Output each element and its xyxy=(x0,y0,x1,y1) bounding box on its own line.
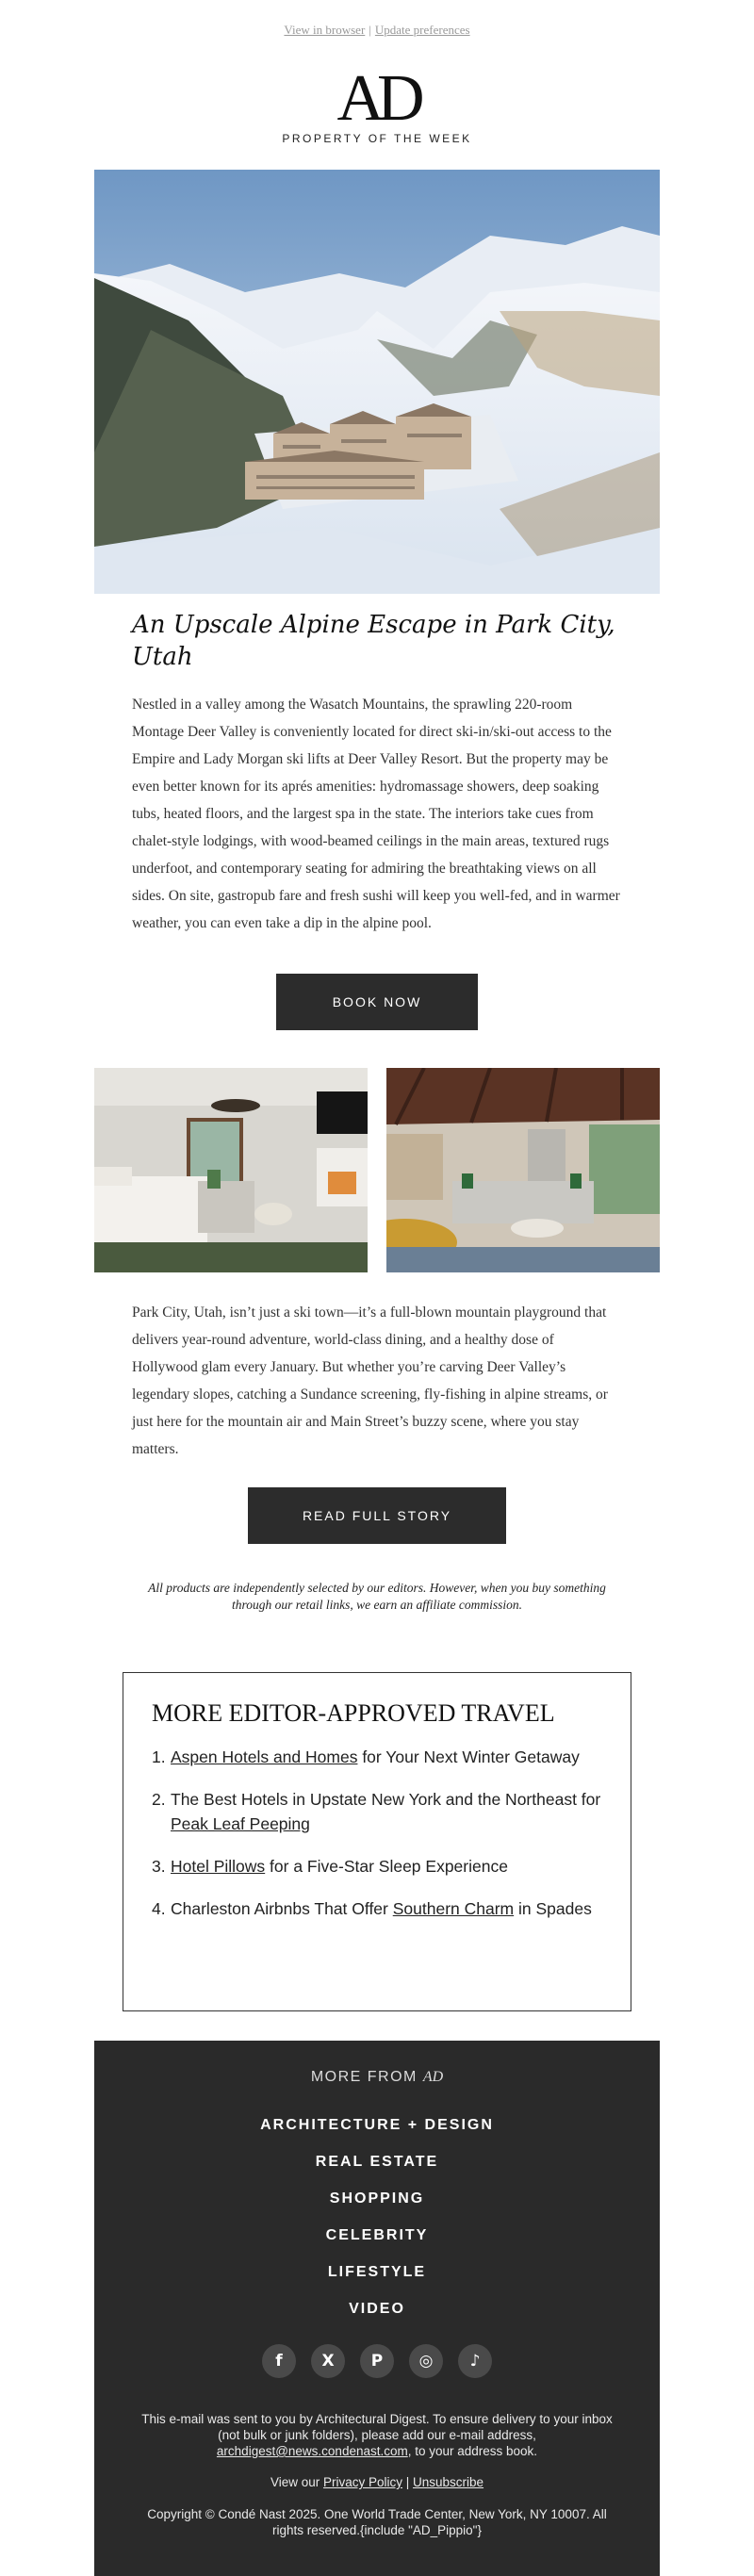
more-travel-box xyxy=(123,1672,631,2011)
policy-links xyxy=(141,2474,613,2490)
nav-architecture-design[interactable]: ARCHITECTURE + DESIGN xyxy=(260,2117,494,2133)
nav-celebrity[interactable]: CELEBRITY xyxy=(325,2227,429,2243)
list-item-post: in Spades xyxy=(514,1899,592,1918)
more-travel-list xyxy=(152,1745,602,1921)
tiktok-icon[interactable]: ♪ xyxy=(458,2344,492,2378)
privacy-policy-link[interactable]: Privacy Policy xyxy=(322,2475,402,2489)
hotel-pillows-link[interactable]: Hotel Pillows xyxy=(171,1857,266,1876)
living-room-illustration xyxy=(386,1068,660,1272)
bedroom-illustration xyxy=(94,1068,368,1272)
preheader xyxy=(0,23,754,38)
footer xyxy=(94,2041,660,2576)
article-body-park-city: Park City, Utah, isn’t just a ski town—it’s a full-blown mountain playground that delivers year-round adventure, world-class dining, and a healthy dose of Hollywood glam every January. But whether you’re carving Deer Valley’s legendary slopes, catching a Sundance screening, fly-fishing in alpine streams, or just here for the mountain air and Main Street’s buzzy scene, where you stay matters. xyxy=(132,1304,608,1457)
list-item xyxy=(152,1787,602,1836)
list-number: 4. xyxy=(152,1899,166,1918)
social-links xyxy=(94,2344,660,2378)
nav-video[interactable]: VIDEO xyxy=(349,2301,405,2317)
more-from-heading xyxy=(94,2069,660,2086)
list-item xyxy=(152,1854,602,1879)
book-now-button[interactable]: BOOK NOW xyxy=(276,974,478,1030)
bedroom-photo[interactable] xyxy=(94,1068,368,1272)
read-full-story-button[interactable]: READ FULL STORY xyxy=(248,1487,506,1544)
hero-resort-illustration xyxy=(94,170,660,594)
sender-email-link[interactable]: archdigest@news.condenast.com xyxy=(216,2444,408,2458)
list-item-post: for a Five-Star Sleep Experience xyxy=(265,1857,508,1876)
policy-separator: | xyxy=(402,2475,414,2489)
update-preferences-link[interactable]: Update preferences xyxy=(374,23,470,37)
more-from-brand: AD xyxy=(422,2069,444,2085)
facebook-icon[interactable]: f xyxy=(262,2344,296,2378)
pinterest-icon[interactable]: P xyxy=(360,2344,394,2378)
nav-real-estate[interactable]: REAL ESTATE xyxy=(315,2154,439,2170)
peak-leaf-peeping-link[interactable]: Peak Leaf Peeping xyxy=(171,1814,310,1833)
list-number: 3. xyxy=(152,1857,166,1876)
copyright: Copyright © Condé Nast 2025. One World Trade Center, New York, NY 10007. All rights reserved.{include "AD_Pippio"} xyxy=(147,2507,607,2537)
list-number: 2. xyxy=(152,1790,166,1809)
list-number: 1. xyxy=(152,1747,166,1766)
footer-nav xyxy=(94,2107,660,2327)
affiliate-disclaimer: All products are independently selected by our editors. However, when you buy something through our retail links, we earn an affiliate commission. xyxy=(148,1581,606,1612)
preheader-separator: | xyxy=(369,23,371,37)
nav-shopping[interactable]: SHOPPING xyxy=(329,2190,425,2207)
list-item-pre: The Best Hotels in Upstate New York and the Northeast for xyxy=(171,1790,601,1809)
living-room-photo[interactable] xyxy=(386,1068,660,1272)
list-item xyxy=(152,1745,602,1769)
view-in-browser-link[interactable]: View in browser xyxy=(284,23,366,37)
ad-logo[interactable]: AD xyxy=(336,62,418,135)
delivery-text-pre: This e-mail was sent to you by Architectural Digest. To ensure delivery to your inbox (not bulk or junk folders), please add our e-mail address, xyxy=(141,2412,613,2442)
instagram-icon[interactable]: ◎ xyxy=(409,2344,443,2378)
aspen-hotels-link[interactable]: Aspen Hotels and Homes xyxy=(171,1747,358,1766)
delivery-text-post: , to your address book. xyxy=(407,2444,538,2458)
logo-tagline: PROPERTY OF THE WEEK xyxy=(282,132,472,145)
list-item-pre: Charleston Airbnbs That Offer xyxy=(171,1899,393,1918)
article-body-intro: Nestled in a valley among the Wasatch Mountains, the sprawling 220-room Montage Deer Valley is conveniently located for direct ski-in/ski-out access to the Empire and Lady Morgan ski lifts at Deer Valley Resort. But the property may be even better known for its aprés amenities: hydromassage showers, deep soaking tubs, heated floors, and the largest spa in the state. The interiors take cues from chalet-style lodgings, with wood-beamed ceilings in the main areas, textured rugs underfoot, and contemporary seating for admiring the breathtaking views on all sides. On site, gastropub fare and fresh sushi will keep you well-fed, and in warmer weather, you can even take a dip in the alpine pool. xyxy=(132,697,620,931)
article-headline: An Upscale Alpine Escape in Park City, Utah xyxy=(132,611,615,671)
hero-image[interactable] xyxy=(94,170,660,594)
delivery-notice xyxy=(141,2411,613,2459)
nav-lifestyle[interactable]: LIFESTYLE xyxy=(327,2264,427,2280)
x-twitter-icon[interactable]: X xyxy=(311,2344,345,2378)
southern-charm-link[interactable]: Southern Charm xyxy=(392,1899,515,1918)
more-travel-title: MORE EDITOR-APPROVED TRAVEL xyxy=(152,1699,555,1727)
list-item xyxy=(152,1896,602,1921)
unsubscribe-link[interactable]: Unsubscribe xyxy=(413,2475,484,2489)
list-item-post: for Your Next Winter Getaway xyxy=(357,1747,580,1766)
view-our-label: View our xyxy=(270,2475,323,2489)
more-from-label: MORE FROM xyxy=(310,2069,423,2085)
